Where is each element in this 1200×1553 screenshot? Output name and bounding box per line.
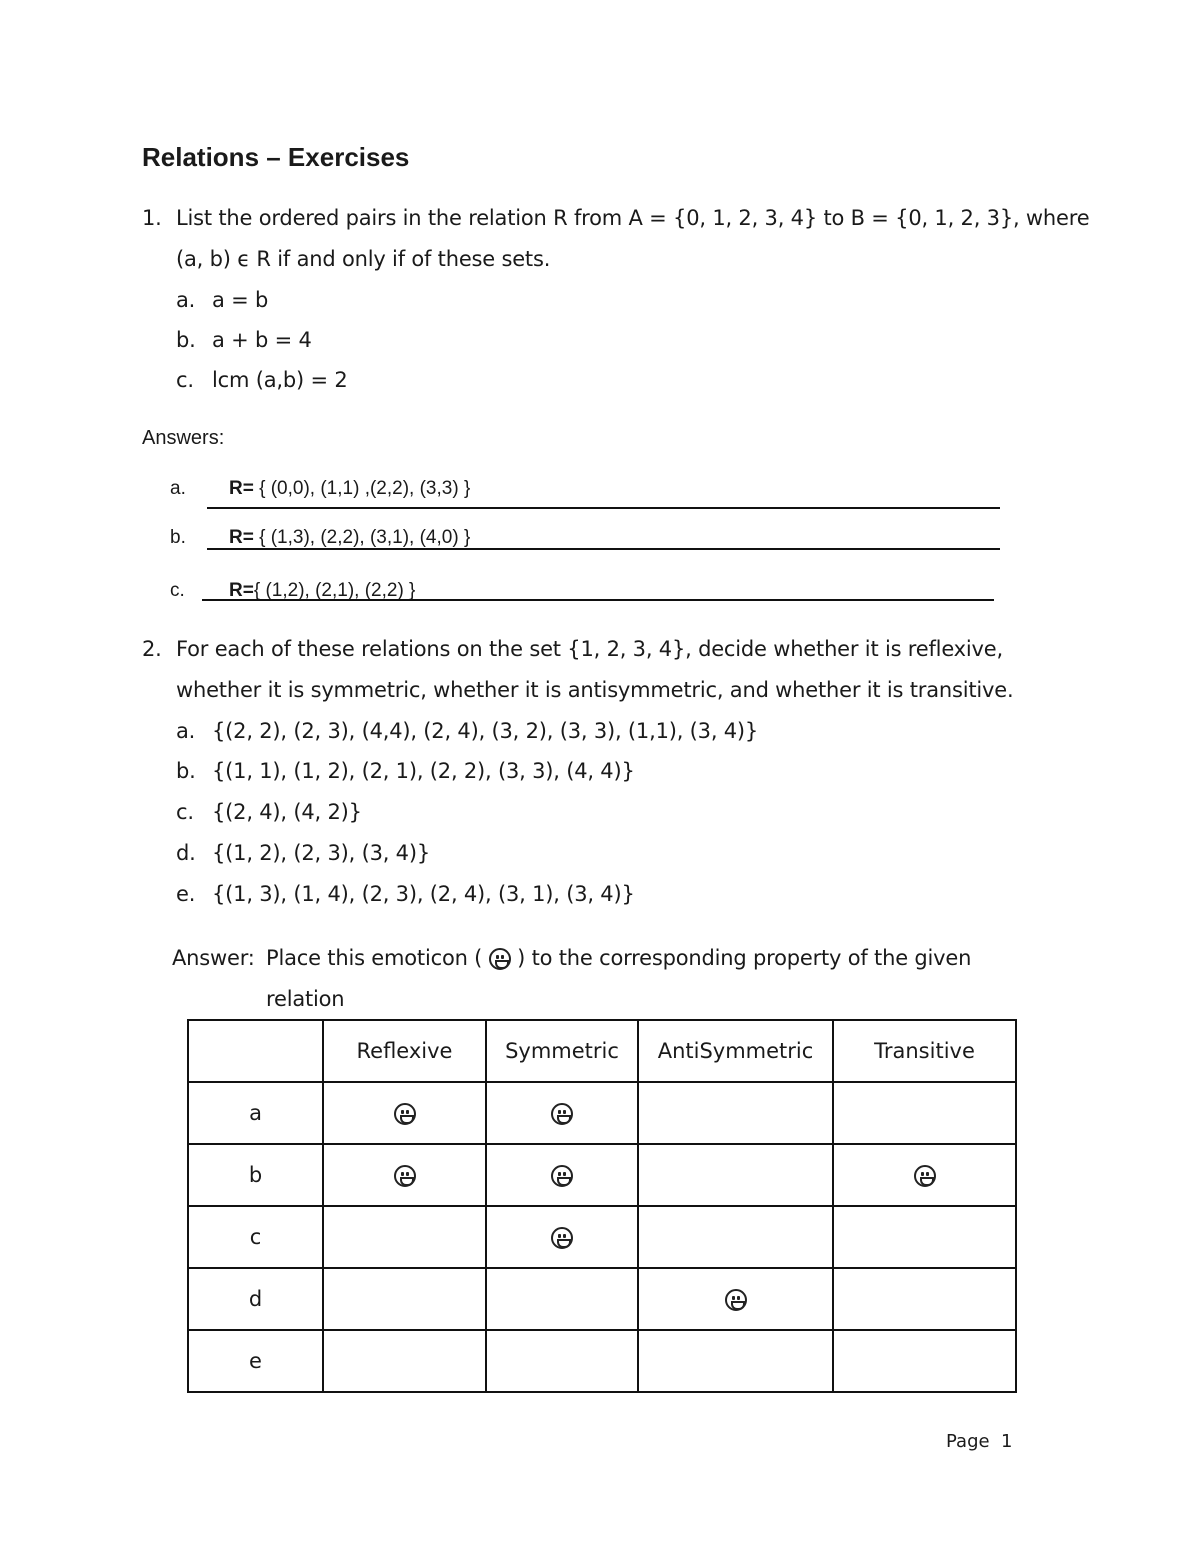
answer-rhs: { (0,0), (1,1) ,(2,2), (3,3) } bbox=[259, 478, 471, 499]
answer2-instruction bbox=[266, 946, 971, 970]
property-cell bbox=[638, 1268, 833, 1330]
answer-lhs: R= bbox=[229, 478, 254, 499]
property-cell bbox=[833, 1206, 1016, 1268]
property-cell bbox=[638, 1206, 833, 1268]
answer-rhs: { (1,3), (2,2), (3,1), (4,0) } bbox=[259, 527, 471, 548]
answer-rhs: { (1,2), (2,1), (2,2) } bbox=[253, 580, 416, 601]
property-cell bbox=[323, 1206, 486, 1268]
q2-item-text: {(2, 4), (4, 2)} bbox=[212, 800, 362, 824]
row-label: a bbox=[188, 1082, 323, 1144]
q1-text-line2: (a, b) ϵ R if and only if of these sets. bbox=[176, 247, 551, 271]
property-cell bbox=[833, 1082, 1016, 1144]
q2-text-line1: For each of these relations on the set {1, 2, 3, 4}, decide whether it is reflexive, bbox=[176, 637, 1003, 661]
page-footer bbox=[946, 1431, 1012, 1452]
table-header-cell: Reflexive bbox=[323, 1020, 486, 1082]
row-label: e bbox=[188, 1330, 323, 1392]
answer2-label: Answer: bbox=[172, 946, 255, 970]
property-cell bbox=[323, 1082, 486, 1144]
answer-text bbox=[229, 478, 470, 500]
answer-underline bbox=[207, 507, 1000, 509]
row-label: b bbox=[188, 1144, 323, 1206]
q2-item-text: {(1, 2), (2, 3), (3, 4)} bbox=[212, 841, 430, 865]
property-cell bbox=[833, 1268, 1016, 1330]
property-cell bbox=[486, 1206, 638, 1268]
table-row bbox=[188, 1082, 1016, 1144]
property-cell bbox=[638, 1144, 833, 1206]
table-header-cell: AntiSymmetric bbox=[638, 1020, 833, 1082]
answer2-text-line2: relation bbox=[266, 987, 345, 1011]
q2-item-letter: b. bbox=[176, 759, 196, 783]
table-row bbox=[188, 1206, 1016, 1268]
property-cell bbox=[833, 1144, 1016, 1206]
property-cell bbox=[323, 1144, 486, 1206]
page-label: Page bbox=[946, 1431, 990, 1452]
q1-number: 1. bbox=[142, 206, 162, 230]
q2-item-text: {(1, 1), (1, 2), (2, 1), (2, 2), (3, 3), (4, 4)} bbox=[212, 759, 635, 783]
page-title: Relations – Exercises bbox=[142, 142, 410, 172]
property-cell bbox=[486, 1330, 638, 1392]
row-label: d bbox=[188, 1268, 323, 1330]
property-cell bbox=[486, 1268, 638, 1330]
smiley-face-icon bbox=[551, 1103, 573, 1125]
table-row bbox=[188, 1268, 1016, 1330]
property-cell bbox=[486, 1144, 638, 1206]
property-cell bbox=[638, 1082, 833, 1144]
answer-lhs: R= bbox=[229, 580, 254, 601]
answer-underline bbox=[202, 599, 994, 601]
q2-item-letter: e. bbox=[176, 882, 196, 906]
smiley-face-icon bbox=[914, 1165, 936, 1187]
q2-item-letter: d. bbox=[176, 841, 196, 865]
property-cell bbox=[638, 1330, 833, 1392]
answer-letter: c. bbox=[170, 580, 185, 601]
answer-underline bbox=[207, 548, 1000, 550]
answers-label: Answers: bbox=[142, 427, 225, 449]
property-cell bbox=[833, 1330, 1016, 1392]
q1-item-text: a + b = 4 bbox=[212, 328, 312, 352]
property-cell bbox=[323, 1268, 486, 1330]
table-row bbox=[188, 1330, 1016, 1392]
q2-item-text: {(2, 2), (2, 3), (4,4), (2, 4), (3, 2), (3, 3), (1,1), (3, 4)} bbox=[212, 719, 759, 743]
q1-text-line1: List the ordered pairs in the relation R from A = {0, 1, 2, 3, 4} to B = {0, 1, 2, 3}, where bbox=[176, 206, 1090, 230]
answer-lhs: R= bbox=[229, 527, 254, 548]
answer-letter: b. bbox=[170, 527, 186, 548]
table-header-cell: Transitive bbox=[833, 1020, 1016, 1082]
q2-item-letter: c. bbox=[176, 800, 194, 824]
smiley-face-icon bbox=[394, 1165, 416, 1187]
q1-item-letter: b. bbox=[176, 328, 196, 352]
answer2-text-after: ) to the corresponding property of the given bbox=[517, 946, 972, 970]
smiley-face-icon bbox=[725, 1289, 747, 1311]
answer-letter: a. bbox=[170, 478, 186, 499]
q2-text-line2: whether it is symmetric, whether it is antisymmetric, and whether it is transitive. bbox=[176, 678, 1014, 702]
table-row bbox=[188, 1144, 1016, 1206]
table-header-row bbox=[188, 1020, 1016, 1082]
q1-item-text: a = b bbox=[212, 288, 269, 312]
smiley-face-icon bbox=[551, 1165, 573, 1187]
q1-item-text: lcm (a,b) = 2 bbox=[212, 368, 348, 392]
table-header-cell bbox=[188, 1020, 323, 1082]
row-label: c bbox=[188, 1206, 323, 1268]
answer-text bbox=[229, 527, 470, 549]
property-cell bbox=[486, 1082, 638, 1144]
smiley-face-icon bbox=[394, 1103, 416, 1125]
table-header-cell: Symmetric bbox=[486, 1020, 638, 1082]
smiley-face-icon bbox=[551, 1227, 573, 1249]
q2-number: 2. bbox=[142, 637, 162, 661]
property-cell bbox=[323, 1330, 486, 1392]
properties-table bbox=[187, 1019, 1017, 1393]
q1-item-letter: c. bbox=[176, 368, 194, 392]
q2-item-text: {(1, 3), (1, 4), (2, 3), (2, 4), (3, 1), (3, 4)} bbox=[212, 882, 635, 906]
page-number: 1 bbox=[1001, 1431, 1013, 1452]
answer2-text-before: Place this emoticon ( bbox=[266, 946, 483, 970]
q1-item-letter: a. bbox=[176, 288, 196, 312]
q2-item-letter: a. bbox=[176, 719, 196, 743]
smiley-face-icon bbox=[489, 948, 511, 970]
